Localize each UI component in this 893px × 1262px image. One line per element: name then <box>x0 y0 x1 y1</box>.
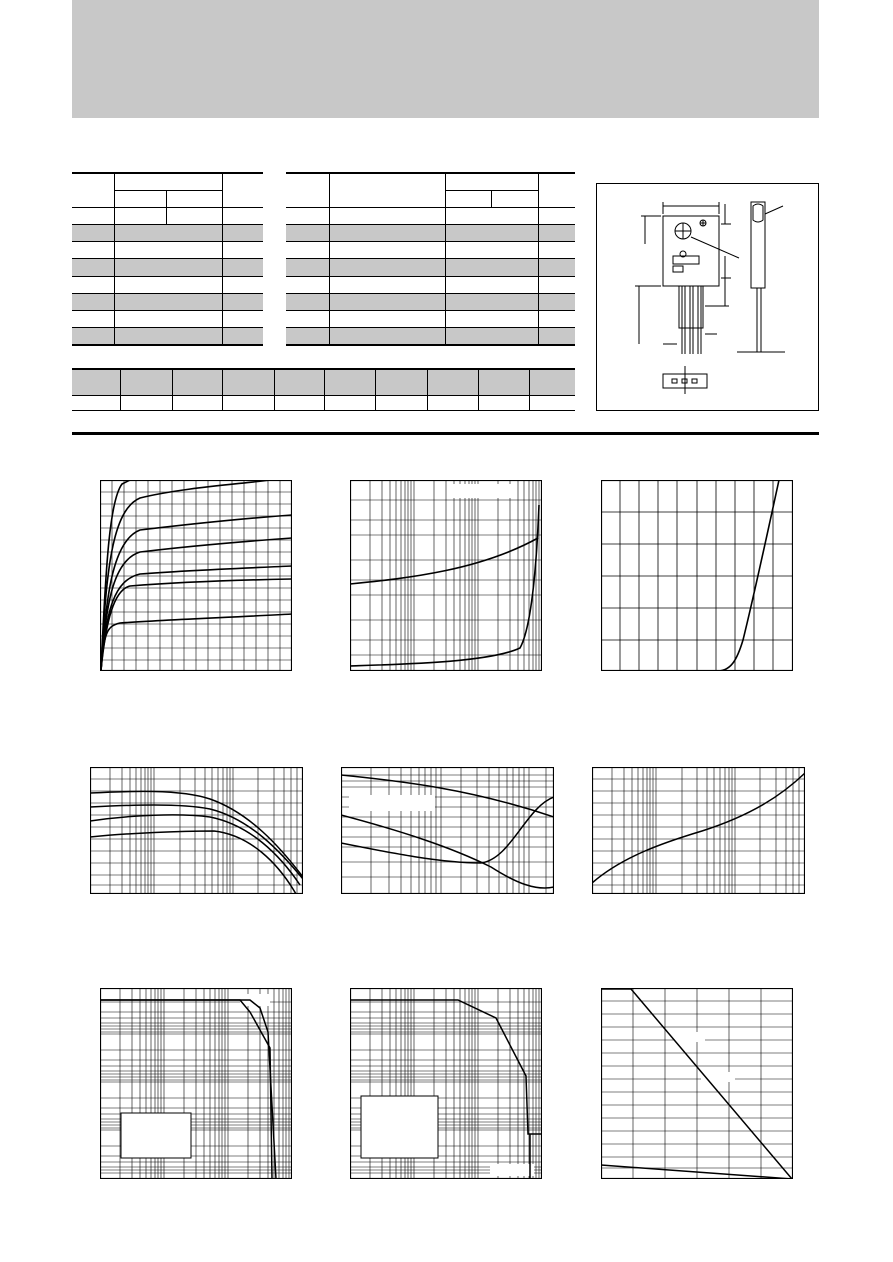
characteristic-graph-2 <box>350 480 542 671</box>
section-separator <box>72 432 819 435</box>
characteristic-graph-6 <box>592 767 805 894</box>
header-band <box>72 0 819 118</box>
characteristic-graph-4 <box>90 767 303 894</box>
characteristic-graph-1 <box>100 480 292 671</box>
characteristics-table <box>286 172 575 346</box>
classification-table <box>72 368 575 411</box>
characteristic-graph-5 <box>341 767 554 894</box>
package-outline-drawing-icon <box>597 184 818 410</box>
characteristic-graph-7 <box>100 988 292 1179</box>
package-outline-box <box>596 183 819 411</box>
characteristic-graph-3 <box>601 480 793 671</box>
ratings-table <box>72 172 263 346</box>
characteristic-graph-8 <box>350 988 542 1179</box>
characteristic-graph-9 <box>601 988 793 1179</box>
